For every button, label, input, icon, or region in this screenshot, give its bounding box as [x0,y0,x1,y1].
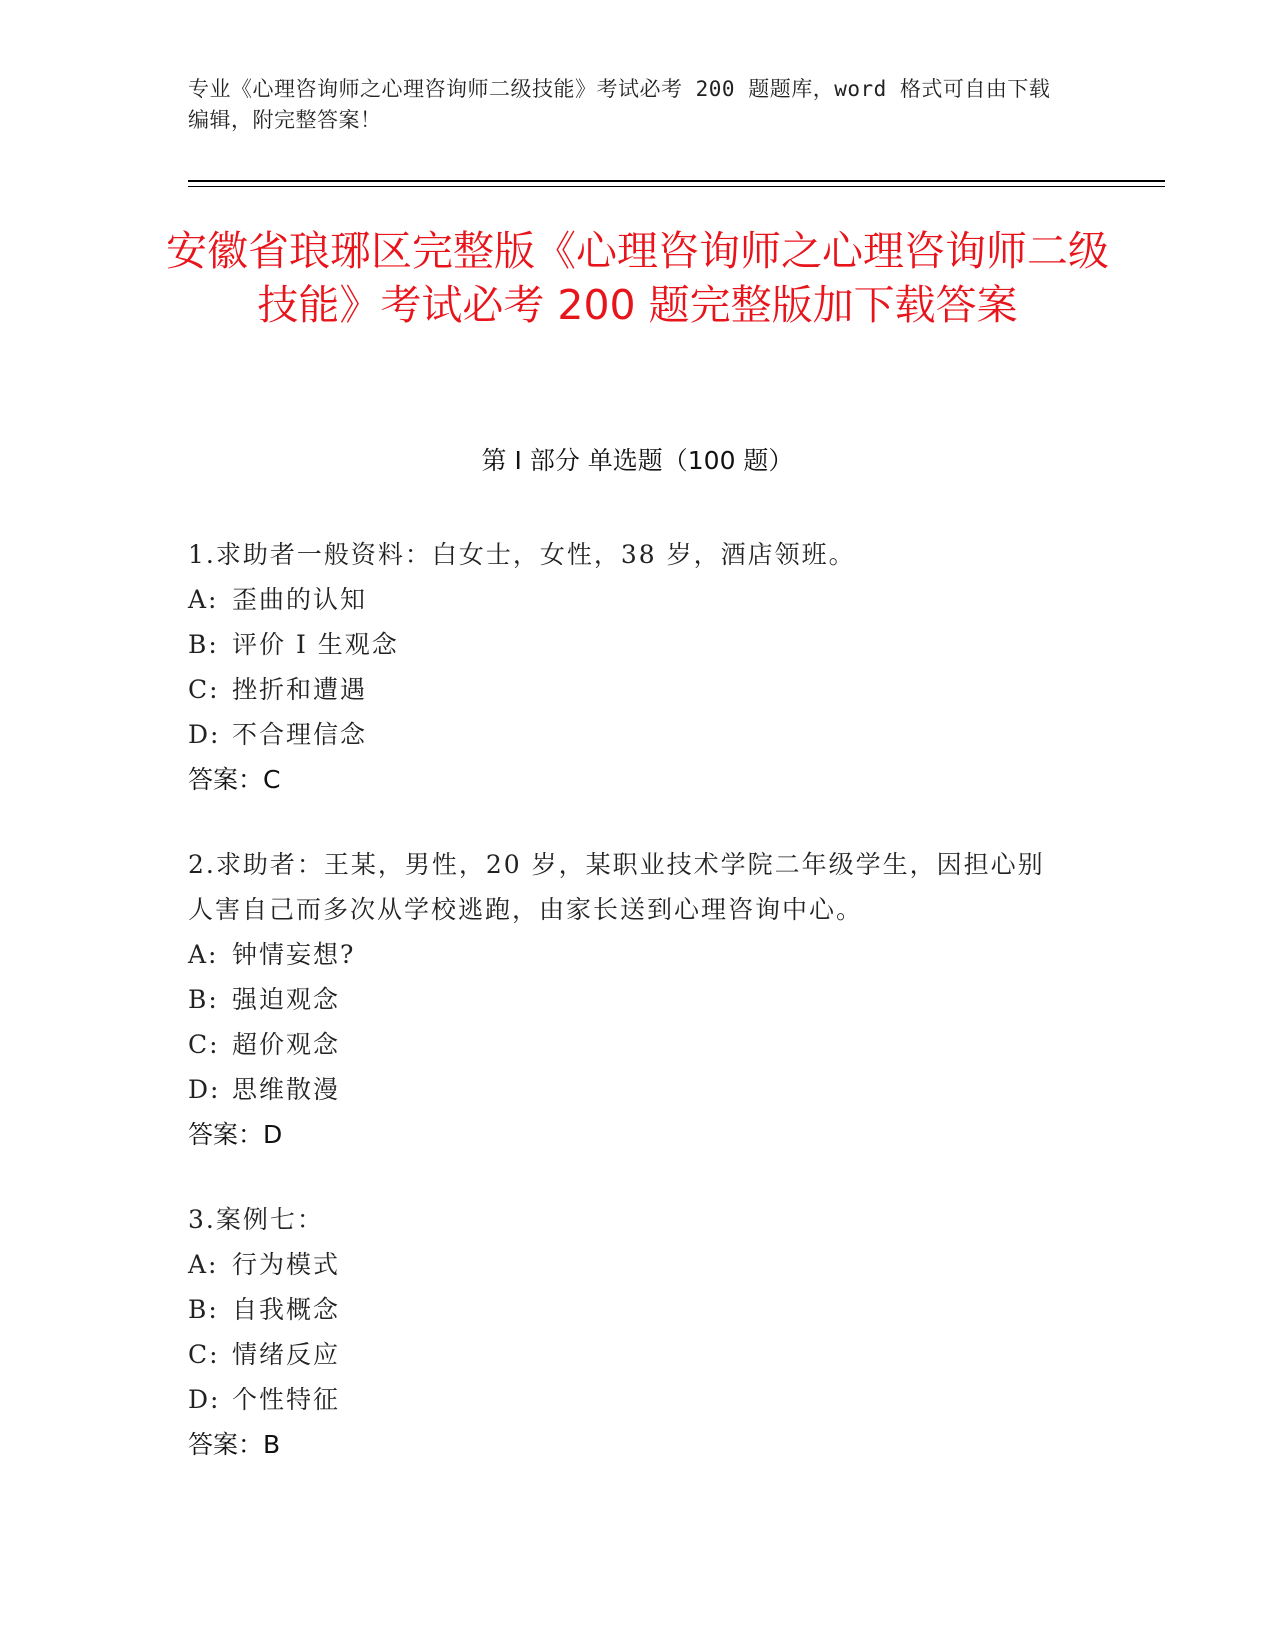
answer-label: 答案： [188,1430,264,1459]
option-text: 歪曲的认知 [232,585,368,614]
option-d [188,1067,1088,1112]
option-letter: B: [188,630,219,659]
option-c [188,1022,1088,1067]
option-letter: C: [188,1030,220,1059]
option-text: 不合理信念 [232,720,368,749]
option-a [188,932,1088,977]
option-text: 挫折和遭遇 [232,675,368,704]
answer-value: D [263,1120,283,1149]
option-text: 行为模式 [232,1250,341,1279]
option-text: 强迫观念 [232,985,341,1014]
option-letter: B: [188,985,219,1014]
section-heading: 第 I 部分 单选题（100 题） [481,446,794,475]
option-letter: C: [188,675,220,704]
header-rule-thin [188,186,1165,187]
question-list [188,532,1088,1507]
answer-label: 答案： [188,1120,264,1149]
question-2 [188,842,1088,1157]
option-d [188,1377,1088,1422]
header-note: 专业《心理咨询师之心理咨询师二级技能》考试必考 200 题题库，word 格式可自由下载编辑，附完整答案！ [188,77,1051,132]
option-c [188,1332,1088,1377]
option-text: 自我概念 [232,1295,341,1324]
option-text: 评价 I 生观念 [232,630,399,659]
option-d [188,712,1088,757]
answer-value: C [263,765,281,794]
option-letter: D: [188,1385,221,1414]
header-rule-thick [188,180,1165,182]
option-a [188,1242,1088,1287]
option-letter: A: [188,940,219,969]
answer-line [188,1112,1088,1157]
question-stem: 1.求助者一般资料：白女士，女性，38 岁，酒店领班。 [188,540,856,569]
answer-label: 答案： [188,765,264,794]
question-stem: 2.求助者：王某，男性，20 岁，某职业技术学院二年级学生，因担心别人害自己而多次从学校逃跑，由家长送到心理咨询中心。 [188,850,1045,924]
option-text: 个性特征 [232,1385,341,1414]
document-title: 安徽省琅琊区完整版《心理咨询师之心理咨询师二级技能》考试必考 200 题完整版加下载答案 [166,227,1109,329]
option-letter: D: [188,1075,221,1104]
option-c [188,667,1088,712]
option-letter: B: [188,1295,219,1324]
option-text: 钟情妄想? [232,940,356,969]
question-3 [188,1197,1088,1467]
option-b [188,977,1088,1022]
option-text: 情绪反应 [232,1340,341,1369]
option-letter: C: [188,1340,220,1369]
option-letter: D: [188,720,221,749]
question-stem: 3.案例七： [188,1205,324,1234]
option-b [188,622,1088,667]
option-b [188,1287,1088,1332]
answer-line [188,1422,1088,1467]
answer-value: B [263,1430,281,1459]
option-letter: A: [188,585,219,614]
question-1 [188,532,1088,802]
answer-line [188,757,1088,802]
option-a [188,577,1088,622]
option-letter: A: [188,1250,219,1279]
option-text: 思维散漫 [232,1075,341,1104]
option-text: 超价观念 [232,1030,341,1059]
